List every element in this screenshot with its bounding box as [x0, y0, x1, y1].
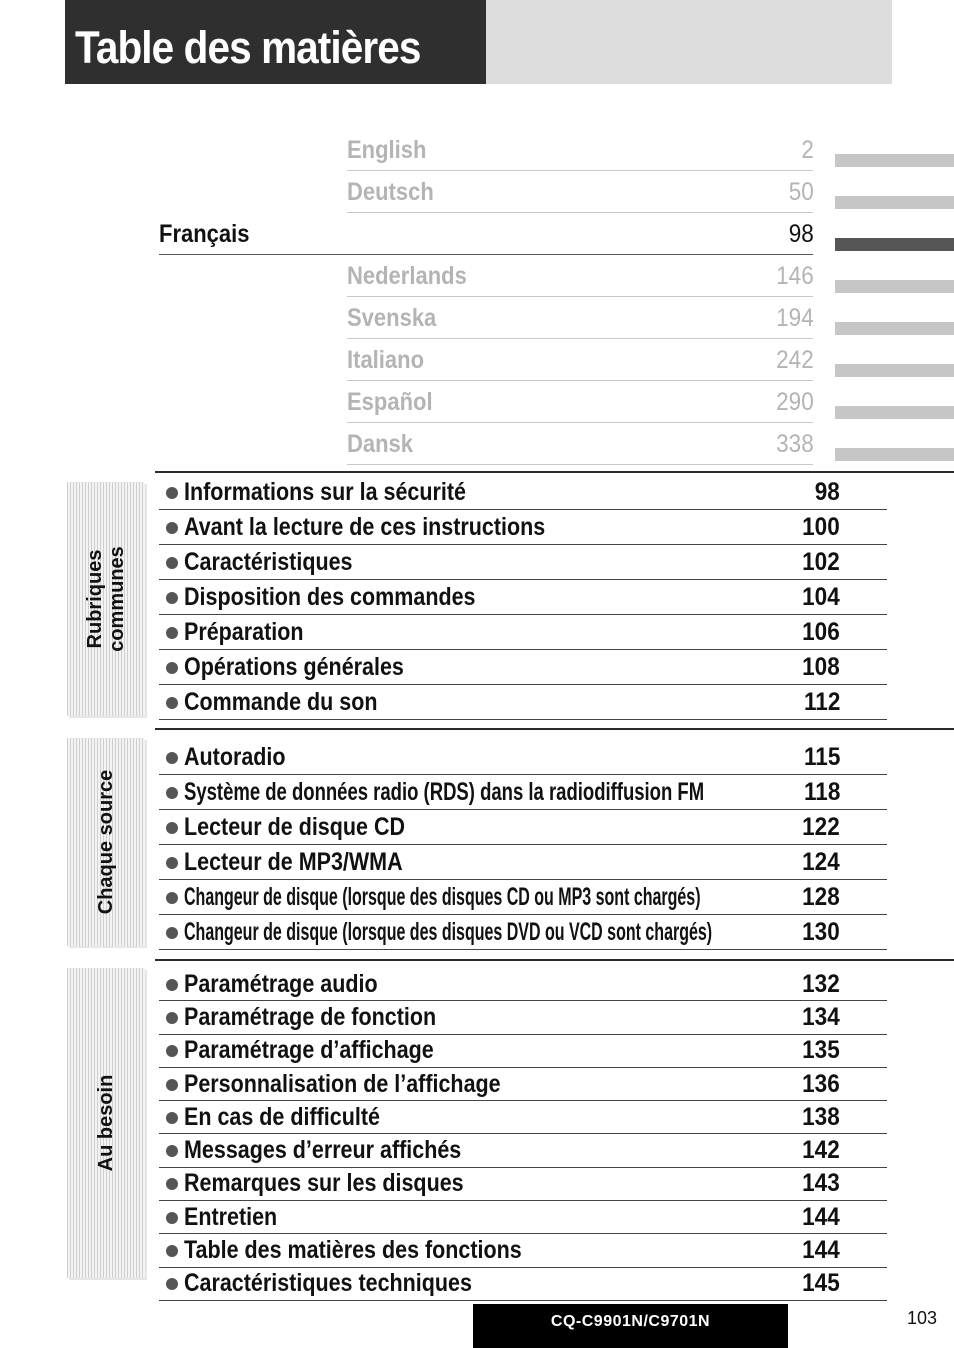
toc-entry[interactable]	[159, 1001, 887, 1034]
bullet-icon	[166, 522, 178, 534]
bullet-icon	[166, 752, 178, 764]
toc-entry-page: 142	[802, 1136, 840, 1165]
bullet-icon	[166, 1212, 178, 1224]
toc-entry[interactable]	[159, 775, 887, 810]
toc-entry[interactable]	[159, 740, 887, 775]
toc-entry-page: 132	[802, 969, 840, 998]
model-number: CQ-C9901N/C9701N	[550, 1313, 711, 1330]
language-rule	[347, 464, 813, 465]
toc-entry[interactable]	[159, 968, 887, 1001]
toc-entry-label: Paramétrage de fonction	[184, 1002, 437, 1031]
toc-entry-page: 136	[802, 1069, 840, 1098]
language-tab	[835, 280, 954, 293]
toc-entry-label: Messages d’erreur affichés	[184, 1136, 462, 1165]
language-row[interactable]	[0, 298, 954, 340]
language-tab	[835, 364, 954, 377]
language-page: 50	[788, 178, 814, 206]
language-rule	[347, 338, 813, 339]
section-label	[84, 546, 128, 652]
toc-entry-label: En cas de difficulté	[184, 1102, 380, 1131]
toc-entry[interactable]	[159, 1101, 887, 1134]
toc-entry-label: Autoradio	[184, 742, 286, 771]
section-label-line: Chaque source	[95, 769, 117, 915]
section-label	[95, 1075, 117, 1172]
toc-entry-page: 122	[802, 812, 840, 841]
toc-entry[interactable]	[159, 915, 887, 950]
toc-entry-page: 144	[802, 1236, 840, 1265]
toc-entry-label: Table des matières des fonctions	[184, 1236, 522, 1265]
language-row[interactable]	[0, 214, 954, 256]
language-tab	[835, 322, 954, 335]
language-page: 290	[776, 388, 814, 416]
language-name: Español	[347, 388, 433, 416]
toc-entry-page: 143	[802, 1169, 840, 1198]
toc-entry[interactable]	[159, 1168, 887, 1201]
toc-entry[interactable]	[159, 580, 887, 615]
language-row[interactable]	[0, 256, 954, 298]
section-label-line: Au besoin	[95, 1074, 117, 1172]
toc-entry-label: Paramétrage d’affichage	[184, 1036, 434, 1065]
toc-entry-page: 124	[802, 847, 840, 876]
language-rule	[159, 254, 813, 255]
language-name: Français	[159, 220, 250, 248]
bullet-icon	[166, 662, 178, 674]
toc-entry-label: Lecteur de disque CD	[184, 812, 406, 841]
bullet-icon	[166, 857, 178, 869]
language-rule	[347, 380, 813, 381]
toc-entry-label: Système de données radio (RDS) dans la radiodiffusion FM	[184, 777, 705, 806]
bullet-icon	[166, 1178, 178, 1190]
language-name: Italiano	[347, 346, 425, 374]
language-name: Svenska	[347, 304, 437, 332]
toc-entry-label: Informations sur la sécurité	[184, 477, 466, 506]
bullet-icon	[166, 1145, 178, 1157]
toc-entry-page: 100	[802, 512, 840, 541]
bullet-icon	[166, 627, 178, 639]
language-tab	[835, 154, 954, 167]
toc-entry[interactable]	[159, 650, 887, 685]
language-row[interactable]	[0, 130, 954, 172]
bullet-icon	[166, 979, 178, 991]
language-name: English	[347, 136, 427, 164]
section-divider	[155, 471, 954, 473]
section-divider	[155, 728, 954, 730]
toc-entry[interactable]	[159, 1234, 887, 1267]
toc-entry[interactable]	[159, 510, 887, 545]
bullet-icon	[166, 1278, 178, 1290]
language-row[interactable]	[0, 382, 954, 424]
toc-entry-page: 130	[802, 917, 840, 946]
toc-entry[interactable]	[159, 1201, 887, 1234]
language-tab	[835, 406, 954, 419]
language-page: 146	[776, 262, 814, 290]
toc-entry-label: Caractéristiques	[184, 547, 353, 576]
bullet-icon	[166, 1079, 178, 1091]
bullet-icon	[166, 697, 178, 709]
toc-entry[interactable]	[159, 1068, 887, 1101]
toc-entry-page: 102	[802, 547, 840, 576]
section-side-tab	[67, 482, 145, 716]
bullet-icon	[166, 1245, 178, 1257]
toc-entry-page: 128	[802, 882, 840, 911]
toc-entry-label: Opérations générales	[184, 652, 404, 681]
toc-entry-page: 135	[802, 1036, 840, 1065]
bullet-icon	[166, 1045, 178, 1057]
language-rule	[347, 170, 813, 171]
section-side-tab	[67, 968, 145, 1278]
language-rule	[347, 296, 813, 297]
language-row[interactable]	[0, 340, 954, 382]
toc-entry-page: 118	[803, 777, 840, 806]
toc-entry-label: Lecteur de MP3/WMA	[184, 847, 403, 876]
title-banner-extension	[486, 0, 892, 84]
toc-entry-label: Entretien	[184, 1202, 278, 1231]
bullet-icon	[166, 1012, 178, 1024]
language-page: 98	[788, 220, 814, 248]
section-label-line: Rubriques	[84, 549, 106, 649]
toc-entry-rule	[159, 719, 887, 720]
bullet-icon	[166, 892, 178, 904]
toc-entry-label: Changeur de disque (lorsque des disques DVD ou VCD sont chargés)	[184, 917, 713, 946]
bullet-icon	[166, 787, 178, 799]
toc-entry-label: Paramétrage audio	[184, 969, 378, 998]
section-side-tab	[67, 738, 145, 946]
language-rule	[347, 422, 813, 423]
toc-entry-page: 106	[802, 617, 840, 646]
toc-entry-rule	[159, 1300, 887, 1301]
toc-entry[interactable]	[159, 545, 887, 580]
language-name: Dansk	[347, 430, 414, 458]
toc-entry-page: 115	[803, 742, 840, 771]
toc-entry-rule	[159, 949, 887, 950]
toc-entry[interactable]	[159, 845, 887, 880]
language-tab	[835, 448, 954, 461]
section-label	[95, 770, 117, 914]
bullet-icon	[166, 557, 178, 569]
toc-entry-page: 144	[802, 1202, 840, 1231]
toc-entry-label: Personnalisation de l’affichage	[184, 1069, 501, 1098]
toc-entry[interactable]	[159, 1035, 887, 1068]
language-row[interactable]	[0, 424, 954, 466]
toc-entry-page: 134	[802, 1002, 840, 1031]
toc-entry-label: Changeur de disque (lorsque des disques CD ou MP3 sont chargés)	[184, 882, 701, 911]
toc-entry-label: Remarques sur les disques	[184, 1169, 464, 1198]
bullet-icon	[166, 487, 178, 499]
toc-entry-label: Caractéristiques techniques	[184, 1269, 472, 1298]
language-page: 242	[776, 346, 814, 374]
toc-entry-page: 145	[802, 1269, 840, 1298]
toc-entry-page: 98	[814, 477, 840, 506]
language-rule	[347, 212, 813, 213]
toc-entry[interactable]	[159, 615, 887, 650]
language-page: 338	[776, 430, 814, 458]
toc-entry-label: Commande du son	[184, 687, 378, 716]
toc-entry[interactable]	[159, 1135, 887, 1168]
bullet-icon	[166, 927, 178, 939]
toc-entry[interactable]	[159, 475, 887, 510]
section-label-line: communes	[106, 546, 128, 652]
language-name: Nederlands	[347, 262, 467, 290]
page-number: 103	[907, 1308, 938, 1328]
model-number-box	[473, 1304, 788, 1348]
language-tab	[835, 196, 954, 209]
language-row[interactable]	[0, 172, 954, 214]
toc-entry-page: 108	[802, 652, 840, 681]
language-page: 194	[776, 304, 814, 332]
toc-entry-label: Préparation	[184, 617, 304, 646]
toc-entry-label: Avant la lecture de ces instructions	[184, 512, 546, 541]
title-banner	[65, 0, 486, 84]
bullet-icon	[166, 1112, 178, 1124]
toc-entry-page: 112	[803, 687, 840, 716]
toc-entry[interactable]	[159, 1268, 887, 1301]
toc-entry-page: 104	[802, 582, 840, 611]
page-title: Table des matières	[75, 22, 421, 73]
bullet-icon	[166, 822, 178, 834]
toc-entry[interactable]	[159, 685, 887, 720]
language-name: Deutsch	[347, 178, 434, 206]
toc-entry-page: 138	[802, 1102, 840, 1131]
bullet-icon	[166, 592, 178, 604]
section-divider	[155, 959, 954, 961]
toc-entry[interactable]	[159, 880, 887, 915]
toc-entry-label: Disposition des commandes	[184, 582, 476, 611]
language-tab	[835, 238, 954, 251]
language-page: 2	[801, 136, 814, 164]
toc-entry[interactable]	[159, 810, 887, 845]
